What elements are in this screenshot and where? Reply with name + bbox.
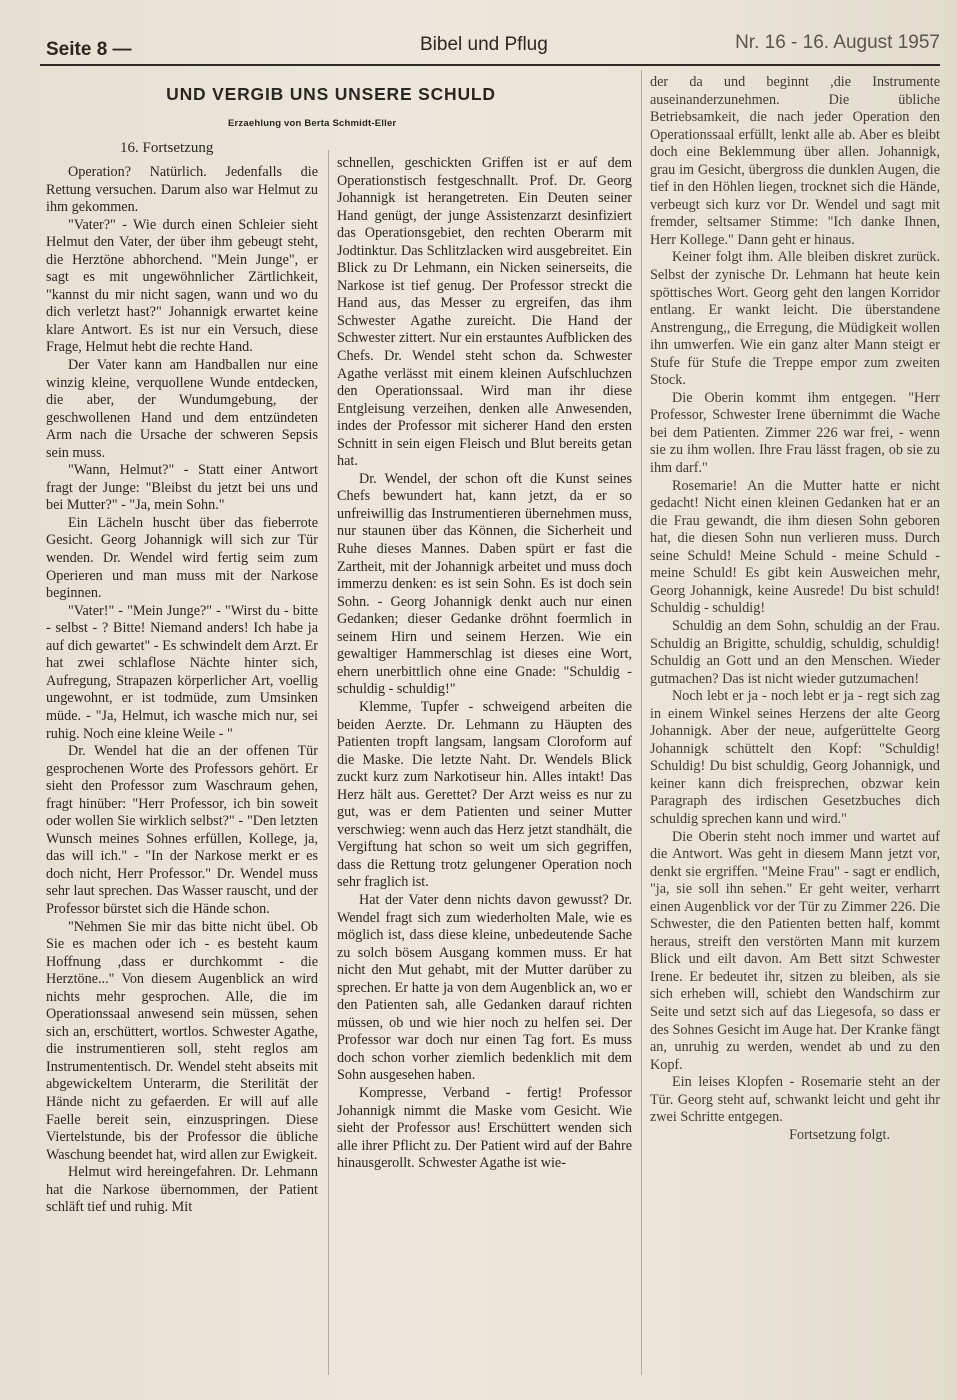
issue-date: Nr. 16 - 16. August 1957 <box>735 32 940 53</box>
paragraph: Die Oberin steht noch immer und wartet auf die Antwort. Was geht in diesem Mann jetzt vor, denkt sie ergriffen. "Meine Frau" - sagt er endlich, "ja, sie soll ihn sehen." Er geht weiter, verharrt einen Augenblick vor der Tür zu Zimmer 226. Die Schwester, die den Patienten betten half, kommt heraus, streift den verstörten Mann mit kurzem Blick und eilt davon. Am Bett sitzt Schwester Irene. Er bedeutet ihr, sitzen zu bleiben, als sie sich erheben will, schiebt den Wandschirm zur Seite und setzt sich auf das Liegesofa, so dass er des Sohnes Gesicht im Auge hat. Der Kranke fängt an, unruhig zu werden, wendet ab und zu den Kopf. <box>650 828 940 1073</box>
column-divider <box>328 150 329 1375</box>
column-divider <box>641 70 642 1375</box>
text-column-3 <box>650 74 940 1144</box>
paragraph: Keiner folgt ihm. Alle bleiben diskret zurück. Selbst der zynische Dr. Lehmann hat heute kein spöttisches Wort. Georg geht den langen Korridor entlang. Er wankt leicht. Die überstandene Anstrengung,, die Erregung, die Müdigkeit wollen ihn umwerfen. Wie ein ganz alter Mann steigt er Stufe für Stufe die Treppe empor zum zweiten Stock. <box>650 249 940 389</box>
paragraph: "Vater!" - "Mein Junge?" - "Wirst du - bitte - selbst - ? Bitte! Niemand anders! Ich habe ja auf dich gewartet" - Es schwindelt dem Arzt. Er hat zwei schlaflose Nächte hinter sich, Aufregung, Strapazen körperlicher Art, voellig ungewohnt, er ist todmüde, zum Umsinken müde. - "Ja, Helmut, ich wasche mich nur, sei ruhig. Noch eine kleine Weile - " <box>46 602 318 742</box>
paragraph: schnellen, geschickten Griffen ist er auf dem Operationstisch festgeschnallt. Prof. Dr. Georg Johannigk ist herangetreten. Ein Deuten seiner Hand genügt, der junge Assistenzarzt desinfiziert das Operationsgebiet, den rechten Oberarm mit Jodtinktur. Das Schlitzlacken wird ausgebreitet. Ein Blick zu Dr Lehmann, ein Nicken seinerseits, die Narkose ist tief genug. Der Professor streckt die Hand aus, das Messer zu ergreifen, das ihm Schwester Agathe zureicht. Die Hand der Schwester zittert. Nur ein erstauntes Aufblicken des Chefs. Dr. Wendel steht schon da. Schwester Agathe verlässt mit einem kleinen Aufschluchzen den Operationssaal. Wird man ihr diese Entgleisung verzeihen, denken alle Anwesenden, indes der Professor mit sicherer Hand den ersten Schnitt in sein eigen Fleisch und Blut bereits getan hat. <box>337 155 632 470</box>
paragraph: "Wann, Helmut?" - Statt einer Antwort fragt der Junge: "Bleibst du jetzt bei uns und bei Mutter?" - "Ja, mein Sohn." <box>46 462 318 514</box>
article-byline: Erzaehlung von Berta Schmidt-Eller <box>228 118 397 129</box>
paragraph: Noch lebt er ja - noch lebt er ja - regt sich zag in einem Winkel seines Herzens der alte Georg Johannigk. Aber der neue, aufgerüttelte Georg Johannigk schüttelt den Kopf: "Schuldig! Schuldig! Du bist schuldig, Georg Johannigk, und keiner kann dich freisprechen, obzwar kein Paragraph des irdischen Gesetzbuches dich schuldig sprechen kann und wird." <box>650 688 940 827</box>
paragraph: Dr. Wendel, der schon oft die Kunst seines Chefs bewundert hat, kann jetzt, da er so unfreiwillig das Instrumentieren übernehmen muss, nur staunen über das Können, die Sicherheit und Ruhe dieses Mannes. Daben spürt er fast die Zartheit, mit der Johannigk arbeitet und muss doch immerzu denken: es ist sein Sohn. Es ist doch sein Sohn. - Georg Johannigk denkt auch nur einen Gedanken; dieser Gedanke dröhnt foermlich in seinem Hirn und seinem Herzen. Wie ein gewaltiger Hammerschlag ist dieses eine Wort, ehern unerbittlich ohne eine Gnade: "Schuldig - schuldig - schuldig!" <box>337 470 632 698</box>
paragraph: "Nehmen Sie mir das bitte nicht übel. Ob Sie es machen oder ich - es besteht kaum Hoffnung ,dass er durchkommt - die Herztöne..." Von diesem Augenblick an wird nichts mehr gesprochen. Alle, die im Operationssaal anwesend sein müssen, sehen sich an, erschüttert, wortlos. Schwester Agathe, die instrumentieren soll, steht reglos am Instrumententisch. Dr. Wendel steht abseits mit abgewickeltem Unterarm, die Sterilität der Hände nicht zu gefaerden. Er will auf alle Faelle bereit sein, einzuspringen. Diese Viertelstunde, bis der Professor die übliche Waschung beendet hat, wird allen zur Ewigkeit. <box>46 918 318 1163</box>
paragraph: Die Oberin kommt ihm entgegen. "Herr Professor, Schwester Irene übernimmt die Wache bei dem Patienten. Zimmer 226 war frei, - wenn sie zu ihm wollen. Ihre Frau lässt fragen, ob sie zu ihm darf." <box>650 389 940 477</box>
article-title: UND VERGIB UNS UNSERE SCHULD <box>166 84 496 104</box>
paragraph: Hat der Vater denn nichts davon gewusst? Dr. Wendel fragt sich zum wiederholten Male, wie es möglich ist, dass diese kleine, unbedeutende Sache zu solch bösem Ausgang kommen muss. Er hat nicht den Mut gehabt, mit der Mutter darüber zu sprechen. Er hatte ja von dem Augenblick an, wo er den Patienten sah, alle Gedanken darauf richten müssen, ob und wie hier noch zu helfen sei. Der Professor war doch nur einen Tag fort. Es muss doch schon vorher ziemlich bedenklich mit dem Sohn ausgesehen haben. <box>337 891 632 1084</box>
paragraph: "Vater?" - Wie durch einen Schleier sieht Helmut den Vater, der über ihm gebeugt steht, die Herztöne abhorchend. "Mein Junge", er sagt es mit ungewöhnlicher Zärtlichkeit, "kannst du mir nicht sagen, wann und wo du dich verletzt hast?" Johannigk erwartet keine klare Antwort. Es ist nur ein Versuch, diese Frage, Helmut hebt die rechte Hand. <box>46 216 318 356</box>
page-number: Seite 8 — <box>46 39 132 60</box>
paragraph: Klemme, Tupfer - schweigend arbeiten die beiden Aerzte. Dr. Lehmann zu Häupten des Patienten tropft langsam, langsam Cloroform auf die Maske. Die letzte Naht. Dr. Wendels Blick zuckt kurz zum Narkotiseur hin. Alles intakt! Das Herz hält aus. Gerettet? Der Arzt weiss es nur zu gut, was er dem Patienten und seiner Mutter verschwieg: wenn auch das Herz jetzt standhält, die Vergiftung hat schon so weit um sich gegriffen, dass die Rettung trotz gelungener Operation noch sehr fraglich ist. <box>337 698 632 891</box>
paragraph: Kompresse, Verband - fertig! Professor Johannigk nimmt die Maske vom Gesicht. Wie sieht der Professor aus! Erschüttert wenden sich alle ihrer Pflicht zu. Der Patient wird auf der Bahre hinausgerollt. Schwester Agathe ist wie- <box>337 1084 632 1172</box>
paragraph: der da und beginnt ,die Instrumente auseinanderzunehmen. Die übliche Betriebsamkeit, die nach jeder Operation den Operationssaal erfüllt, lenkt alle ab. Aber es bleibt doch eine Beklemmung über allen. Johannigk, grau im Gesicht, übergross die dunklen Augen, die tief in den Höhlen liegen, trocknet sich die Hände, verbeugt sich kurz vor Dr. Wendel und sagt mit fremder, seltsamer Stimme: "Ich danke Ihnen, Herr Kollege." Dann geht er hinaus. <box>650 74 940 248</box>
continuation-note: Fortsetzung folgt. <box>789 1126 890 1143</box>
text-column-1 <box>46 164 318 1217</box>
paragraph: Dr. Wendel hat die an der offenen Tür gesprochenen Worte des Professors gehört. Er sieht den Professor zum Waschraum gehen, fragt hinüber: "Herr Professor, ich bin soweit oder wollen Sie wirklich selbst?" - "Den letzten Wunsch meines Sohnes erfüllen, Kollege, ja, das will ich." - "In der Narkose merkt er es doch nicht, Herr Professor." Dr. Wendel muss sehr laut sprechen. Das Wasser rauscht, und der Professor bürstet sich die Hände schon. <box>46 743 318 917</box>
paragraph: Ein Lächeln huscht über das fieberrote Gesicht. Georg Johannigk will sich zur Tür wenden. Dr. Wendel wird fertig seim zum Operieren und man muss mit der Narkose beginnen. <box>46 514 318 602</box>
page-header <box>40 30 940 66</box>
paragraph: Helmut wird hereingefahren. Dr. Lehmann hat die Narkose übernommen, der Patient schläft tief und ruhig. Mit <box>46 1164 318 1216</box>
text-column-2 <box>337 155 632 1173</box>
publication-name: Bibel und Pflug <box>420 34 548 55</box>
paragraph: Schuldig an dem Sohn, schuldig an der Frau. Schuldig an Brigitte, schuldig, schuldig, schuldig! Schuldig an Gott und an den Menschen. Wieder gutmachen? Das ist nicht wieder gutzumachen! <box>650 617 940 687</box>
paragraph: Rosemarie! An die Mutter hatte er nicht gedacht! Nicht einen kleinen Gedanken hat er an die Frau gewandt, die ihm diesen Sohn geboren hat, die diesen Sohn nun verlieren muss. Durch seine Schuld! Meine Schuld - meine Schuld - meine Schuld! Es gibt kein Ausweichen mehr, Georg Johannigk, keine Ausrede! Du bist schuld! Schuldig - schuldig! <box>650 477 940 617</box>
paragraph: Operation? Natürlich. Jedenfalls die Rettung versuchen. Darum also war Helmut zu ihm gekommen. <box>46 164 318 216</box>
paragraph: Der Vater kann am Handballen nur eine winzig kleine, verquollene Wunde entdecken, die aber, der Wundumgebung, der geschwollenen Hand und dem entzündeten Arm nach die Ursache der schweren Sepsis sein muss. <box>46 357 318 461</box>
paragraph: Ein leises Klopfen - Rosemarie steht an der Tür. Georg steht auf, schwankt leicht und geht ihr zwei Schritte entgegen. <box>650 1074 940 1126</box>
installment-label: 16. Fortsetzung <box>120 140 214 156</box>
